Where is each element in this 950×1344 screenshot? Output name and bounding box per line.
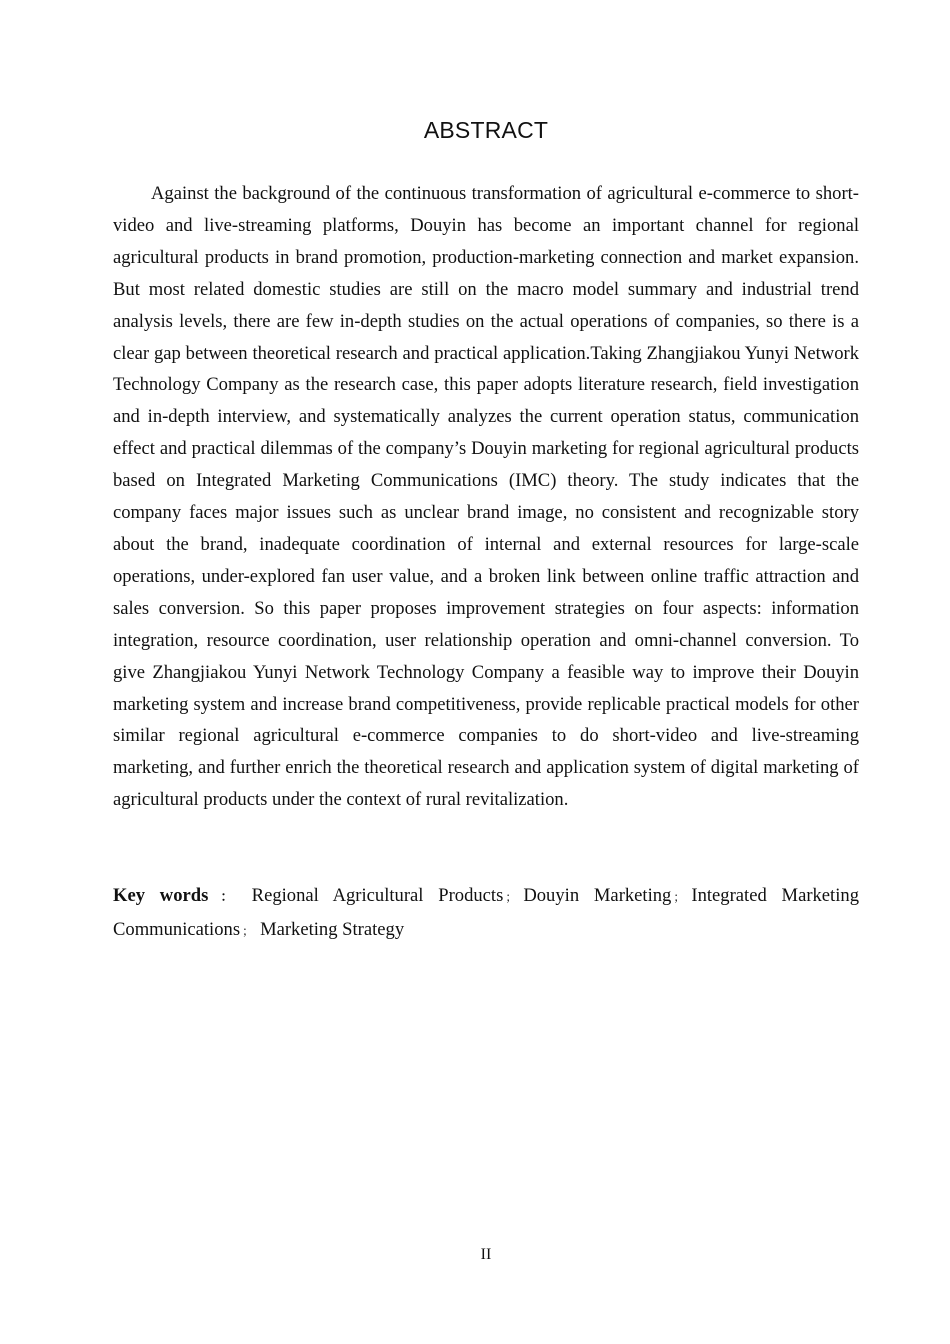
keyword-item: Douyin Marketing	[523, 885, 672, 906]
abstract-paragraph: Against the background of the continuous transformation of agricultural e-commerce to short-video and live-streaming platforms, Douyin has become an important channel for regional agricultural products in brand promotion, production-marketing connection and market expansion. But most related domestic studies are still on the macro model summary and industrial trend analysis levels, there are few in-depth studies on the actual operations of companies, so there is a clear gap between theoretical research and practical application.Taking Zhangjiakou Yunyi Network Technology Company as the research case, this paper adopts literature research, field investigation and in-depth interview, and systematically analyzes the current operation status, communication effect and practical dilemmas of the company’s Douyin marketing for regional agricultural products based on Integrated Marketing Communications (IMC) theory. The study indicates that the company faces major issues such as unclear brand image, no consistent and recognizable story about the brand, inadequate coordination of internal and external resources for large-scale operations, under-explored fan user value, and a broken link between online traffic attraction and sales conversion. So this paper proposes improvement strategies on four aspects: information integration, resource coordination, user relationship operation and omni-channel conversion. To give Zhangjiakou Yunyi Network Technology Company a feasible way to improve their Douyin marketing system and increase brand competitiveness, provide replicable practical models for other similar regional agricultural e-commerce companies to do short-video and live-streaming marketing, and further enrich the theoretical research and application system of digital marketing of agricultural products under the context of rural revitalization.	[113, 183, 859, 811]
keyword-item: Integrated Marketing Communications	[113, 885, 859, 940]
keyword-separator: ；	[242, 923, 255, 938]
keyword-separator: ；	[673, 890, 686, 904]
abstract-title: ABSTRACT	[423, 117, 549, 143]
keywords-line	[113, 880, 859, 947]
keywords-label: Key words	[113, 885, 209, 906]
keywords-label-separator: ：	[210, 890, 244, 905]
keyword-item: Marketing Strategy	[260, 918, 405, 940]
page-number: II	[480, 1246, 492, 1263]
keyword-item: Regional Agricultural Products	[251, 885, 504, 906]
keyword-separator: ；	[505, 890, 518, 904]
